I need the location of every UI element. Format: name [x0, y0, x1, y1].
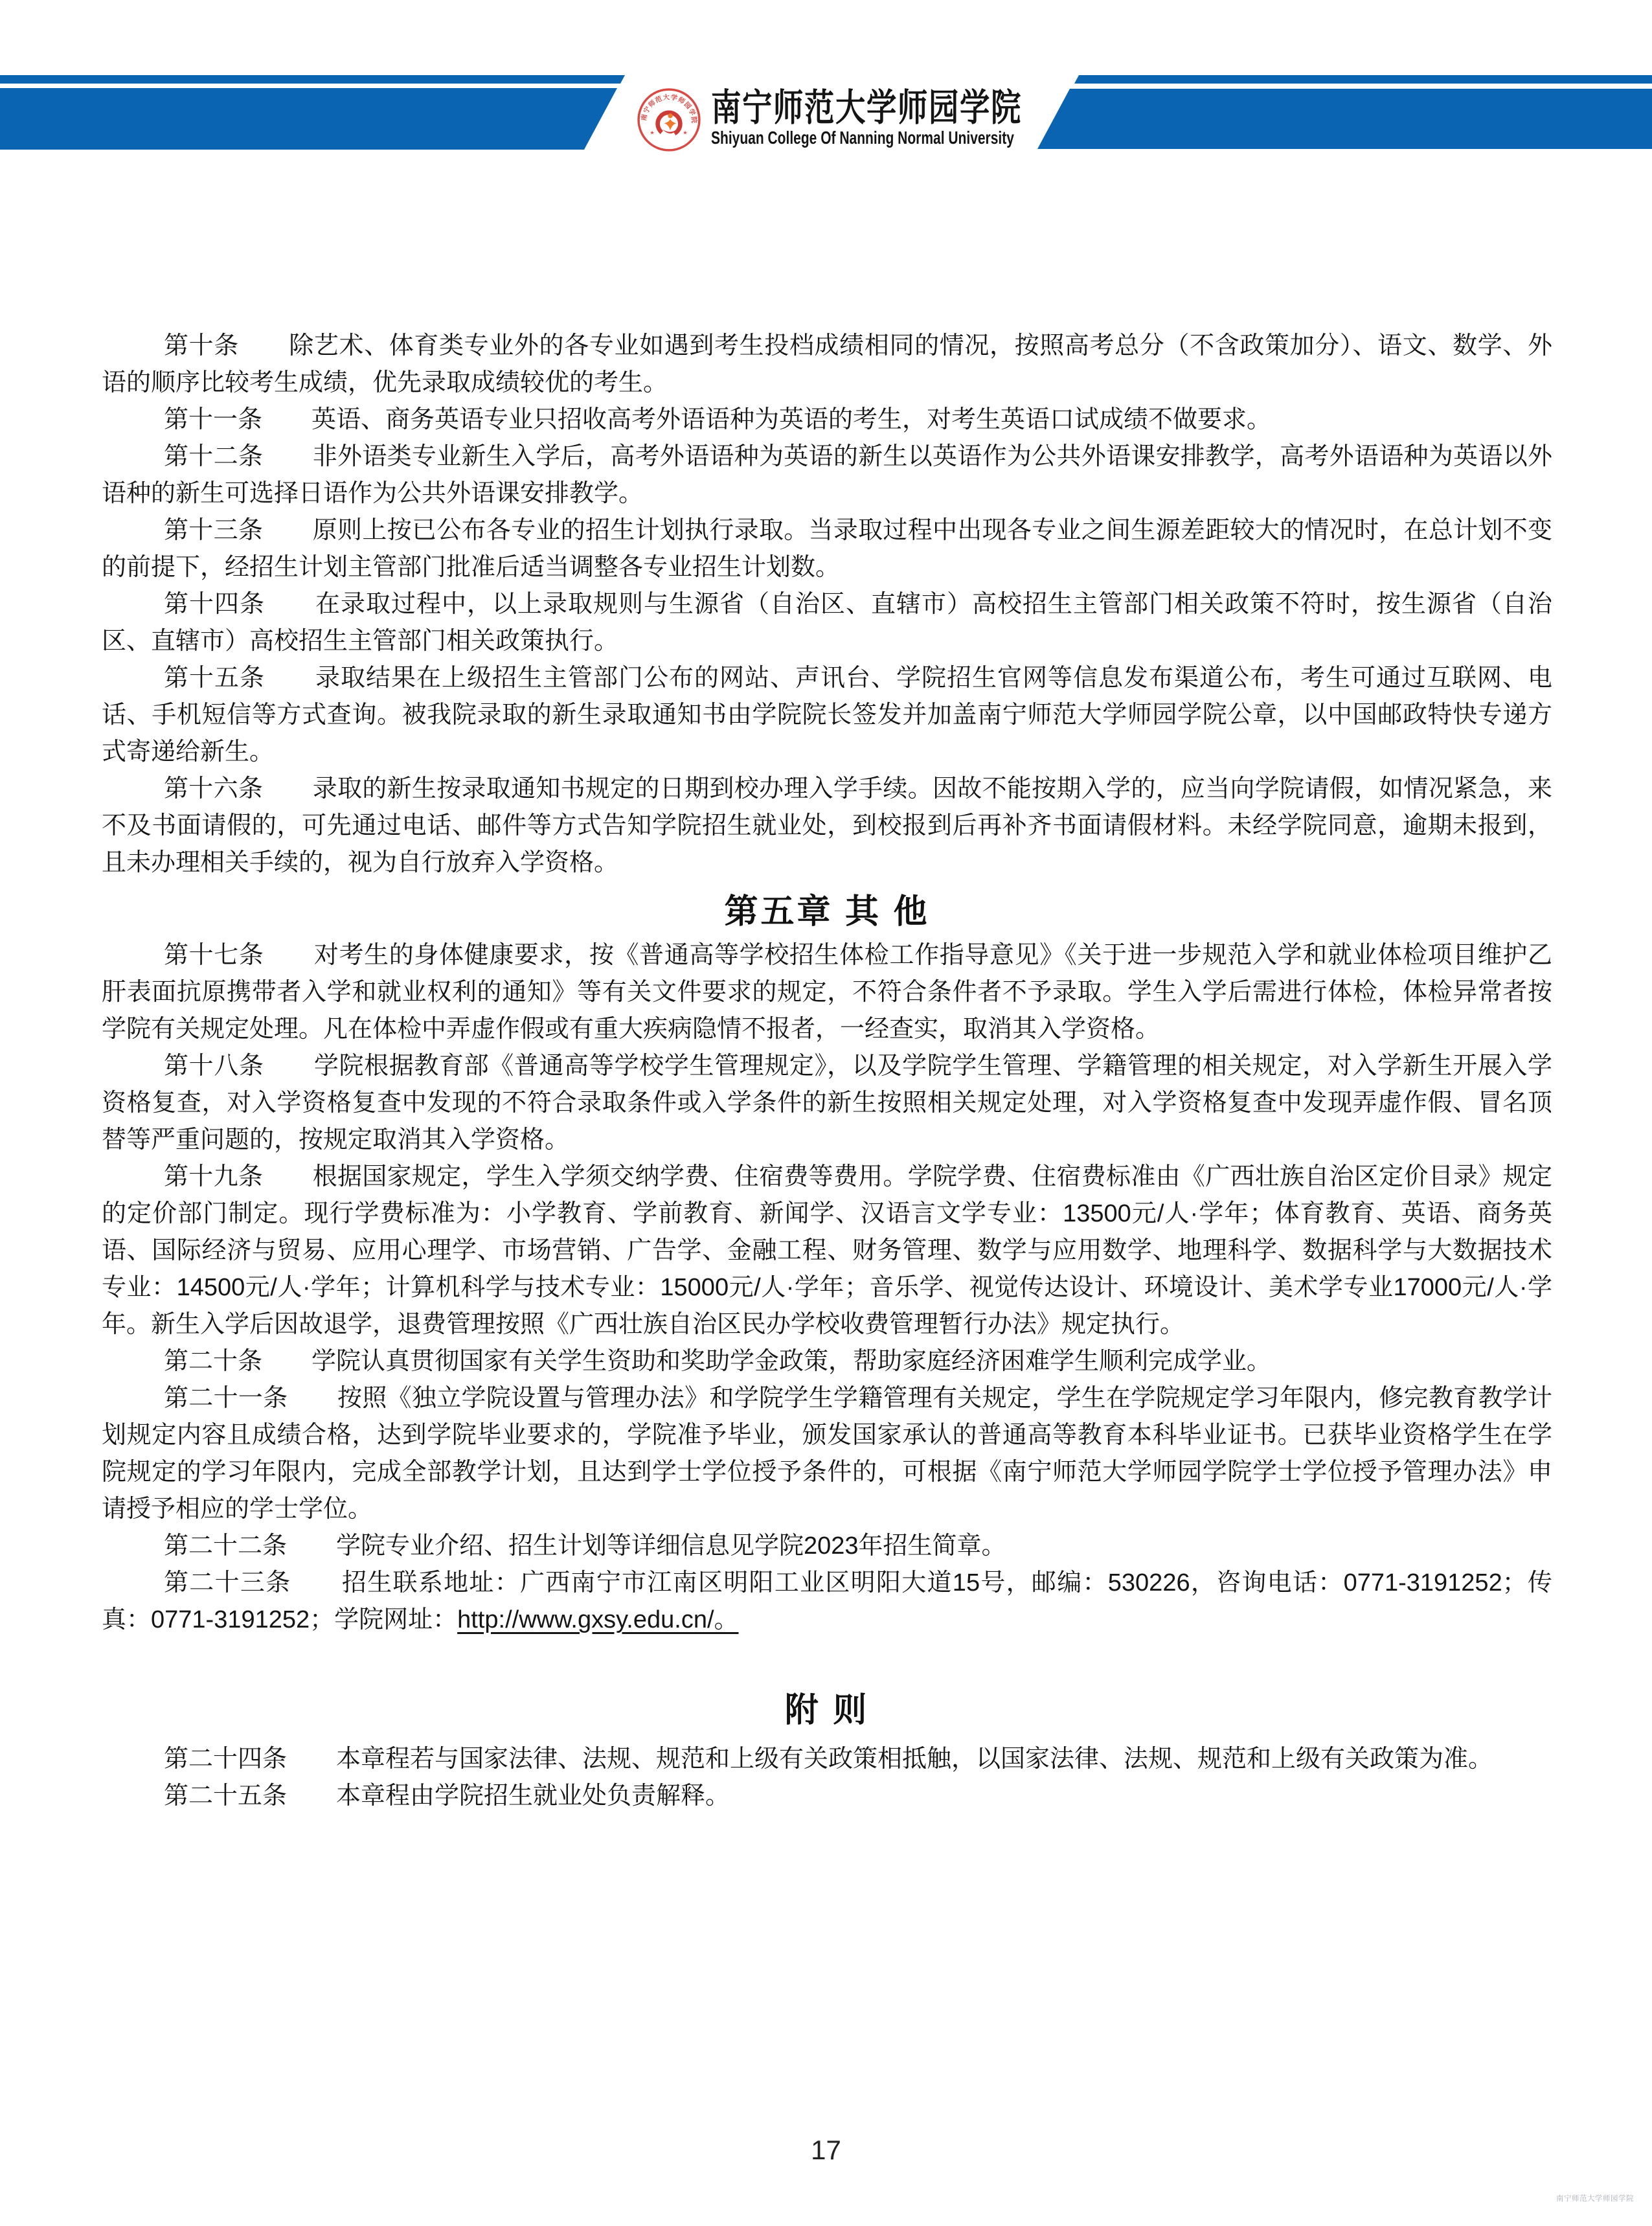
article: 第二十三条 招生联系地址：广西南宁市江南区明阳工业区明阳大道15号，邮编：530226，咨询电话：0771-3191252；传真：0771-3191252；学院网址：http://www.gxsy.edu.cn/。 [102, 1569, 1552, 1633]
article: 第二十一条 按照《独立学院设置与管理办法》和学院学生学籍管理有关规定，学生在学院规定学习年限内，修完教育教学计划规定内容且成绩合格，达到学院毕业要求的，学院准予毕业，颁发国家承认的普通高等教育本科毕业证书。已获毕业资格学生在学院规定的学习年限内，完成全部教学计划，且达到学士学位授予条件的，可根据《南宁师范大学师园学院学士学位授予管理办法》申请授予相应的学士学位。 [102, 1385, 1552, 1523]
svg-text:★: ★ [683, 130, 688, 136]
article: 第十五条 录取结果在上级招生主管部门公布的网站、声讯台、学院招生官网等信息发布渠道公布，考生可通过互联网、电话、手机短信等方式查询。被我院录取的新生录取通知书由学院院长签发并加盖南宁师范大学师园学院公章，以中国邮政特快专递方式寄递给新生。 [102, 664, 1552, 766]
header-stripe-left [0, 75, 625, 84]
article: 第十一条 英语、商务英语专业只招收高考外语语种为英语的考生，对考生英语口试成绩不做要求。 [164, 406, 1272, 433]
article-number: 第十五条 [164, 664, 265, 692]
article-number: 第十八条 [164, 1052, 264, 1080]
article: 第十八条 学院根据教育部《普通高等学校学生管理规定》，以及学院学生管理、学籍管理的相关规定，对入学新生开展入学资格复查，对入学资格复查中发现的不符合录取条件或入学条件的新生按照相关规定处理，对入学资格复查中发现弄虚作假、冒名顶替等严重问题的，按规定取消其入学资格。 [102, 1052, 1552, 1153]
article: 第十二条 非外语类专业新生入学后，高考外语语种为英语的新生以英语作为公共外语课安排教学，高考外语语种为英语以外语种的新生可选择日语作为公共外语课安排教学。 [102, 443, 1552, 507]
college-seal-icon [636, 87, 702, 153]
svg-text:南宁师范大学师园学院: 南宁师范大学师园学院 [640, 94, 698, 124]
chapter4-articles [102, 328, 1552, 881]
article-number: 第十二条 [164, 443, 264, 470]
article-number: 第二十五条 [164, 1782, 288, 1810]
college-titles [711, 87, 1115, 148]
article-number: 第十九条 [164, 1163, 264, 1190]
article: 第二十五条 本章程由学院招生就业处负责解释。 [164, 1782, 730, 1810]
svg-text:★: ★ [650, 130, 655, 136]
college-website-link[interactable]: http://www.gxsy.edu.cn/。 [457, 1606, 739, 1633]
page-number: 17 [811, 2135, 841, 2165]
chapter5-articles [102, 937, 1552, 1639]
article: 第二十四条 本章程若与国家法律、法规、规范和上级有关政策相抵触，以国家法律、法规、规范和上级有关政策为准。 [164, 1745, 1493, 1773]
article: 第十九条 根据国家规定，学生入学须交纳学费、住宿费等费用。学院学费、住宿费标准由《广西壮族自治区定价目录》规定的定价部门制定。现行学费标准为：小学教育、学前教育、新闻学、汉语言文学专业：13500元/人·学年；体育教育、英语、商务英语、国际经济与贸易、应用心理学、市场营销、广告学、金融工程、财务管理、数学与应用数学、地理科学、数据科学与大数据技术专业：14500元/人·学年；计算机科学与技术专业：15000元/人·学年；音乐学、视觉传达设计、环境设计、美术学专业17000元/人·学年。新生入学后因故退学，退费管理按照《广西壮族自治区民办学校收费管理暂行办法》规定执行。 [102, 1163, 1552, 1338]
article-number: 第十四条 [164, 591, 265, 618]
article-number: 第十七条 [164, 942, 264, 969]
article: 第十三条 原则上按已公布各专业的招生计划执行录取。当录取过程中出现各专业之间生源差距较大的情况时，在总计划不变的前提下，经招生计划主管部门批准后适当调整各专业招生计划数。 [102, 517, 1552, 581]
chapter5-heading: 第五章 其 他 [724, 893, 930, 931]
article-number: 第二十四条 [164, 1745, 288, 1773]
document-body [102, 328, 1552, 1815]
article-number: 第二十一条 [164, 1385, 288, 1412]
college-logo [636, 87, 1115, 153]
article: 第二十二条 学院专业介绍、招生计划等详细信息见学院2023年招生简章。 [164, 1532, 1006, 1560]
appendix-articles [102, 1741, 1552, 1815]
article-number: 第二十条 [164, 1348, 263, 1375]
college-name-en: Shiyuan College Of Nanning Normal University [711, 128, 1014, 148]
header-band-left [0, 88, 617, 150]
college-name-cn: 南宁师范大学师园学院 [711, 87, 1023, 129]
article: 第十四条 在录取过程中，以上录取规则与生源省（自治区、直辖市）高校招生主管部门相关政策不符时，按生源省（自治区、直辖市）高校招生主管部门相关政策执行。 [102, 591, 1552, 655]
article: 第二十条 学院认真贯彻国家有关学生资助和奖助学金政策，帮助家庭经济困难学生顺利完成学业。 [164, 1348, 1272, 1375]
article: 第十七条 对考生的身体健康要求，按《普通高等学校招生体检工作指导意见》《关于进一步规范入学和就业体检项目维护乙肝表面抗原携带者入学和就业权利的通知》等有关文件要求的规定，不符合条件者不予录取。学生入学后需进行体检，体检异常者按学院有关规定处理。凡在体检中弄虚作假或有重大疾病隐情不报者，一经查实，取消其入学资格。 [102, 942, 1552, 1043]
article: 第十六条 录取的新生按录取通知书规定的日期到校办理入学手续。因故不能按期入学的，应当向学院请假，如情况紧急，来不及书面请假的，可先通过电话、邮件等方式告知学院招生就业处，到校报到后再补齐书面请假材料。未经学院同意，逾期未报到，且未办理相关手续的，视为自行放弃入学资格。 [102, 775, 1552, 876]
appendix-heading: 附 则 [784, 1692, 870, 1729]
article-number: 第二十三条 [164, 1569, 291, 1596]
article-number: 第十一条 [164, 406, 263, 433]
article-number: 第十条 [164, 332, 239, 359]
article-number: 第十三条 [164, 517, 264, 544]
article-number: 第十六条 [164, 775, 264, 802]
header-stripe-right [1074, 75, 1652, 84]
article-number: 第二十二条 [164, 1532, 288, 1560]
article: 第十条 除艺术、体育类专业外的各专业如遇到考生投档成绩相同的情况，按照高考总分（不含政策加分）、语文、数学、外语的顺序比较考生成绩，优先录取成绩较优的考生。 [102, 332, 1552, 396]
header-band-right [1037, 89, 1652, 149]
watermark: 南宁师范大学师园学院 [1556, 2195, 1634, 2203]
